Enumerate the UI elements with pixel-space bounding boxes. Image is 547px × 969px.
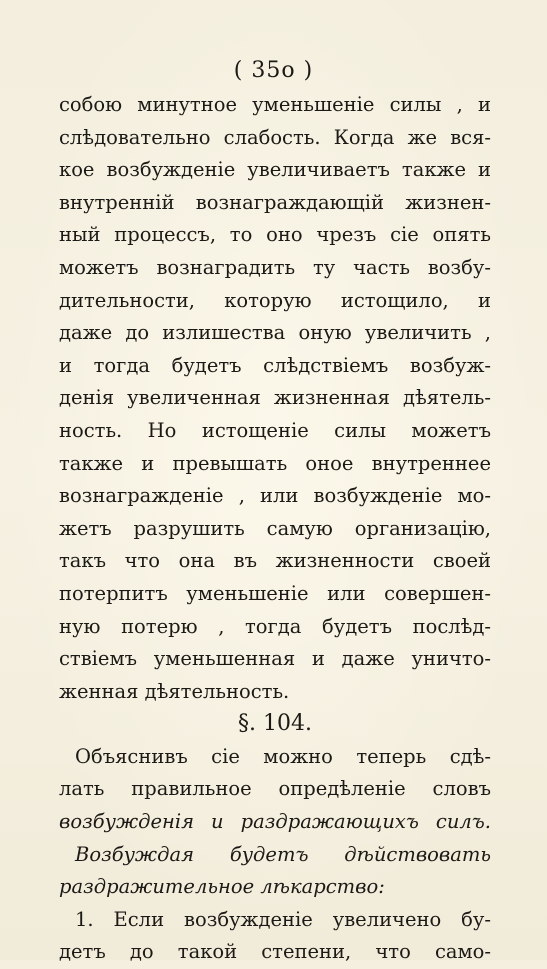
text-line: жетъ разрушить самую организацiю, xyxy=(59,516,491,540)
page-number: ( 35о ) xyxy=(233,58,314,83)
section-heading: §. 104. xyxy=(238,711,312,737)
text-line: и тогда будетъ слѣдствiемъ возбуж- xyxy=(59,353,491,377)
text-line: женная дѣятельность. xyxy=(59,679,290,703)
text-line: потерпитъ уменьшенiе или совершен- xyxy=(59,581,491,605)
text-line: собою минутное уменьшенiе силы , и xyxy=(59,93,491,116)
text-line: даже до излишества оную увеличить , xyxy=(59,321,491,345)
text-line: ную потерю , тогда будетъ послѣд- xyxy=(59,614,491,638)
text-line: лать правильное опредѣленiе словъ xyxy=(59,777,491,801)
text-line: такъ что она въ жизненности своей xyxy=(59,549,491,573)
text-line-italic: возбужденiя и раздражающихъ силъ. xyxy=(59,810,491,834)
text-line: 1. Если возбужденiе увеличено бу- xyxy=(75,907,491,931)
text-line: дительности, которую истощило, и xyxy=(59,288,491,312)
text-line: вознагражденiе , или возбужденiе мо- xyxy=(59,484,491,508)
text-line: денiя увеличенная жизненная дѣятель- xyxy=(59,386,491,410)
text-line: слѣдовательно слабость. Когда же вся- xyxy=(59,125,491,149)
text-line-italic: раздражительное лѣкарство: xyxy=(59,875,385,899)
text-line: детъ до такой степени, что само- xyxy=(59,940,491,964)
text-line: Объяснивъ сiе можно теперь сдѣ- xyxy=(75,744,491,768)
text-line: также и превышать оное внутреннее xyxy=(59,451,491,475)
text-line: кое возбужденiе увеличиваетъ также и xyxy=(59,158,491,182)
page-text-block xyxy=(59,89,491,969)
text-line: ный процессъ, то оно чрезъ сiе опять xyxy=(59,223,491,247)
text-line: внутреннiй вознаграждающiй жизнен- xyxy=(59,190,491,214)
text-line: ность. Но истощенiе силы можетъ xyxy=(59,418,491,442)
text-line-italic: Возбуждая будетъ дѣйствовать xyxy=(75,842,491,866)
text-line: ствiемъ уменьшенная и даже уничто- xyxy=(59,647,491,671)
text-line: можетъ вознаградить ту часть возбу- xyxy=(59,255,491,279)
